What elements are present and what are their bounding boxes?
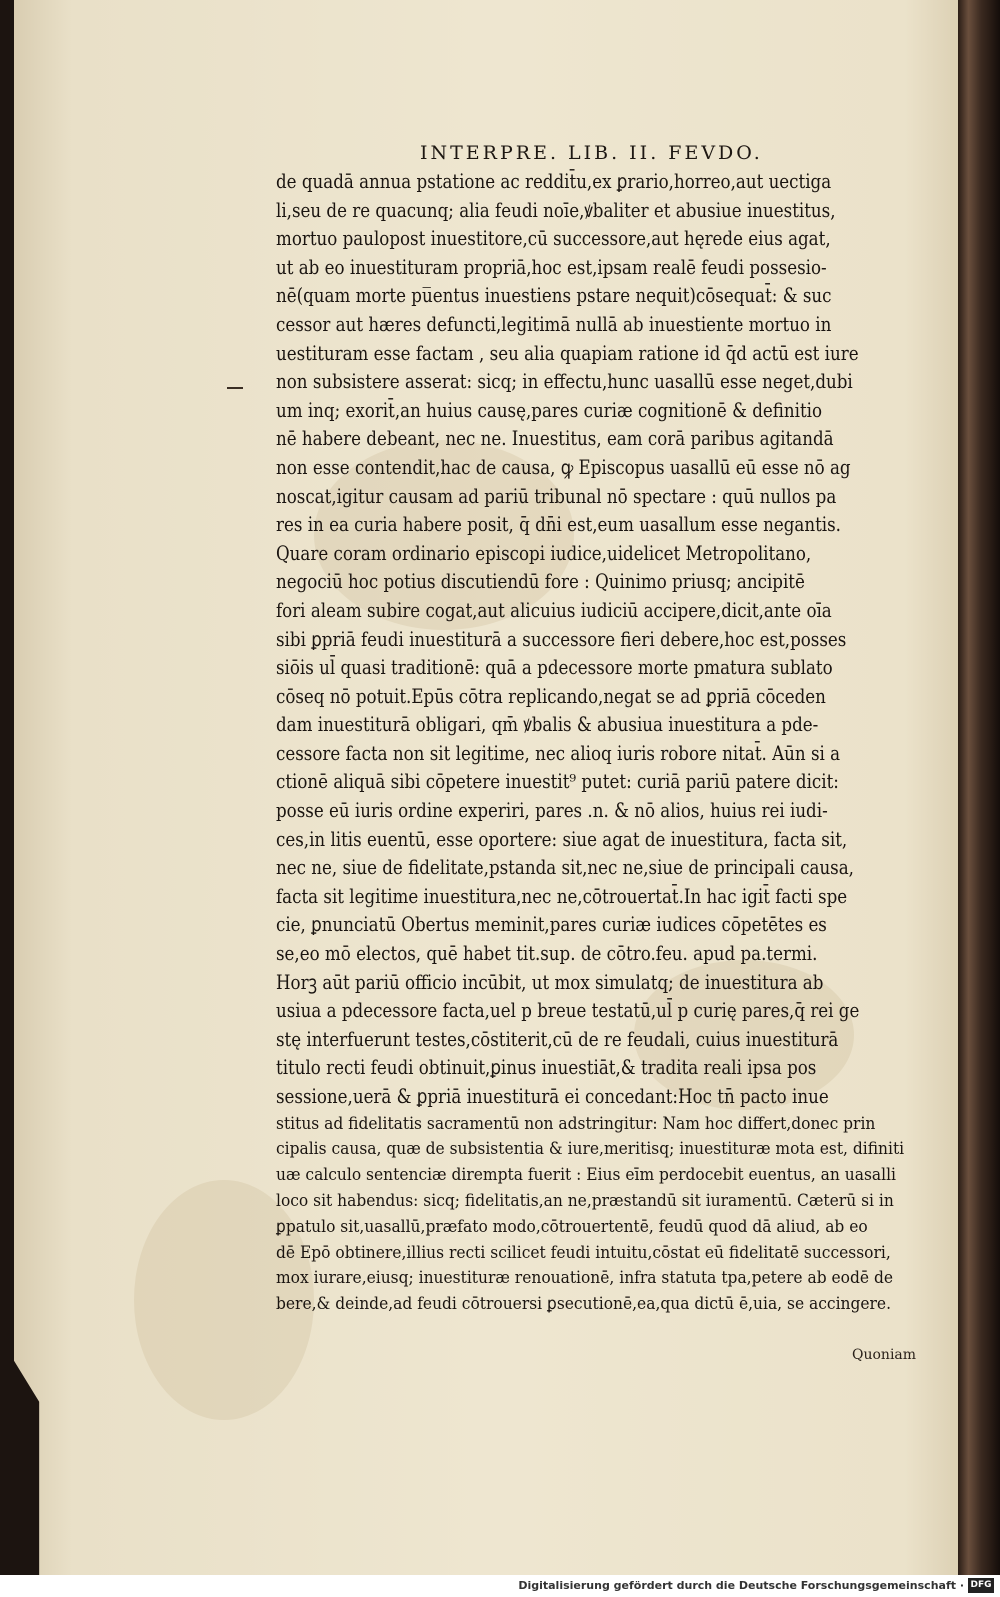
running-head: INTERPRE. LIB. II. FEVDO. <box>420 142 763 164</box>
text-line: nec ne, siue de fidelitate,pstanda sit,nec ne,siue de principali causa, <box>276 856 854 880</box>
text-line: cessore facta non sit legitime, nec alioq iuris robore nitat̄. Aūn si a <box>276 741 841 765</box>
text-line: mortuo paulopost inuestitore,cū successore,aut hęrede eius agat, <box>276 227 831 251</box>
text-line: titulo recti feudi obtinuit,ꝑinus inuestiāt,& tradita reali ipsa pos <box>276 1056 817 1080</box>
text-line: uestituram esse factam , seu alia quapiam ratione id q̄d actū est iure <box>276 341 859 365</box>
text-line: uæ calculo sentenciæ dirempta fuerit : Eius eīm perdocebit euentus, an uasalli <box>276 1165 896 1186</box>
text-line: usiua a pdecessore facta,uel p breue testatū,ul̄ p curię pares,q̄ rei ge <box>276 999 860 1023</box>
text-line: cie, ꝑnunciatū Obertus meminit,pares curiæ iudices cōpetētes es <box>276 913 827 937</box>
text-line: loco sit habendus: sicq; fidelitatis,an ne,præstandū sit iuramentū. Cæterū si in <box>276 1190 894 1211</box>
text-line: sibi ꝑpriā feudi inuestiturā a successore fieri debere,hoc est,posses <box>276 627 847 651</box>
text-line: ctionē aliquā sibi cōpetere inuestit⁹ putet: curiā pariū patere dicit: <box>276 770 839 794</box>
text-line: de quadā annua pstatione ac reddit̄u,ex ꝑrario,horreo,aut uectiga <box>276 170 832 193</box>
text-line: bere,& deinde,ad feudi cōtrouersi ꝑsecutionē,ea,qua dictū ē,uia, se accingere. <box>276 1294 892 1315</box>
text-line: stę interfuerunt testes,cōstiterit,cū de re feudali, cuius inuestiturā <box>276 1027 839 1051</box>
text-line: Horꝫ aūt pariū officio incūbit, ut mox simulatq; de inuestitura ab <box>276 970 824 994</box>
text-line: ces,in litis euentū, esse oportere: siue agat de inuestitura, facta sit, <box>276 827 848 851</box>
text-line: res in ea curia habere posit, q̄ dn̄i est,eum uasallum esse negantis. <box>276 513 841 537</box>
text-line: cipalis causa, quæ de subsistentia & iure,meritisq; inuestituræ mota est, difiniti <box>276 1139 905 1160</box>
text-line: nē habere debeant, nec ne. Inuestitus, eam corā paribus agitandā <box>276 427 834 451</box>
text-line: ꝑpatulo sit,uasallū,præfato modo,cōtrouertentē, feudū quod dā aliud, ab eo <box>276 1216 868 1237</box>
text-line: mox iurare,eiusq; inuestituræ renouationē, infra statuta tpa,petere ab eodē de <box>276 1268 894 1289</box>
text-line: noscat,igitur causam ad pariū tribunal nō spectare : quū nullos pa <box>276 484 837 508</box>
text-line: Quare coram ordinario episcopi iudice,uidelicet Metropolitano, <box>276 541 812 565</box>
text-line: se,eo mō electos, quē habet tit.sup. de cōtro.feu. apud pa.termi. <box>276 942 818 966</box>
text-line: non esse contendit,hac de causa, ꝙ Episcopus uasallū eū esse nō ag <box>276 455 851 479</box>
text-line: non subsistere asserat: sicq; in effectu,hunc uasallū esse neget,dubi <box>276 370 853 394</box>
text-line: li,seu de re quacunq; alia feudi noīe,ꝟbaliter et abusiue inuestitus, <box>276 198 836 222</box>
text-line: cōseq nō potuit.Epūs cōtra replicando,negat se ad ꝑpriā cōceden <box>276 684 826 708</box>
text-line: dē Epō obtinere,illius recti scilicet feudi intuitu,cōstat eū fidelitatē successori, <box>276 1242 891 1263</box>
funding-credit: Digitalisierung gefördert durch die Deutsche Forschungsgemeinschaft · <box>518 1579 964 1592</box>
body-text <box>276 168 944 1112</box>
text-line: siōis ul̄ quasi traditionē: quā a pdecessore morte pmatura sublato <box>276 656 833 680</box>
text-line: dam inuestiturā obligari, qm̄ ꝟbalis & abusiua inuestitura a pde- <box>276 713 819 737</box>
text-line: facta sit legitime inuestitura,nec ne,cōtrouertat̄.In hac igit̄ facti spe <box>276 884 848 908</box>
marginal-mark <box>227 387 243 389</box>
text-line: um inq; exorit̄,an huius causę,pares curiæ cognitionē & definitio <box>276 398 823 422</box>
text-line: negociū hoc potius discutiendū fore : Quinimo priusq; ancipitē <box>276 570 805 594</box>
text-line: nē(quam morte pu̅entus inuestiens pstare nequit)cōsequat̄: & suc <box>276 284 832 308</box>
text-line: sessione,uerā & ꝑpriā inuestiturā ei concedant:Hoc tn̄ pacto inue <box>276 1085 829 1108</box>
text-line: cessor aut hæres defuncti,legitimā nullā ab inuestiente mortuo in <box>276 312 832 336</box>
text-line: ut ab eo inuestituram propriā,hoc est,ipsam realē feudi possesio- <box>276 255 827 279</box>
text-line: posse eū iuris ordine experiri, pares .n. & nō alios, huius rei iudi- <box>276 799 828 823</box>
main-text-block <box>276 168 944 1318</box>
footer-bar <box>0 1575 1000 1597</box>
catchword: Quoniam <box>852 1347 917 1363</box>
small-type-text <box>276 1112 944 1318</box>
book-gutter <box>958 0 1000 1575</box>
dfg-logo-badge: DFG <box>968 1578 994 1593</box>
text-line: fori aleam subire cogat,aut alicuius iudiciū accipere,dicit,ante oīa <box>276 598 832 622</box>
text-line: stitus ad fidelitatis sacramentū non adstringitur: Nam hoc differt,donec prin <box>276 1113 876 1134</box>
